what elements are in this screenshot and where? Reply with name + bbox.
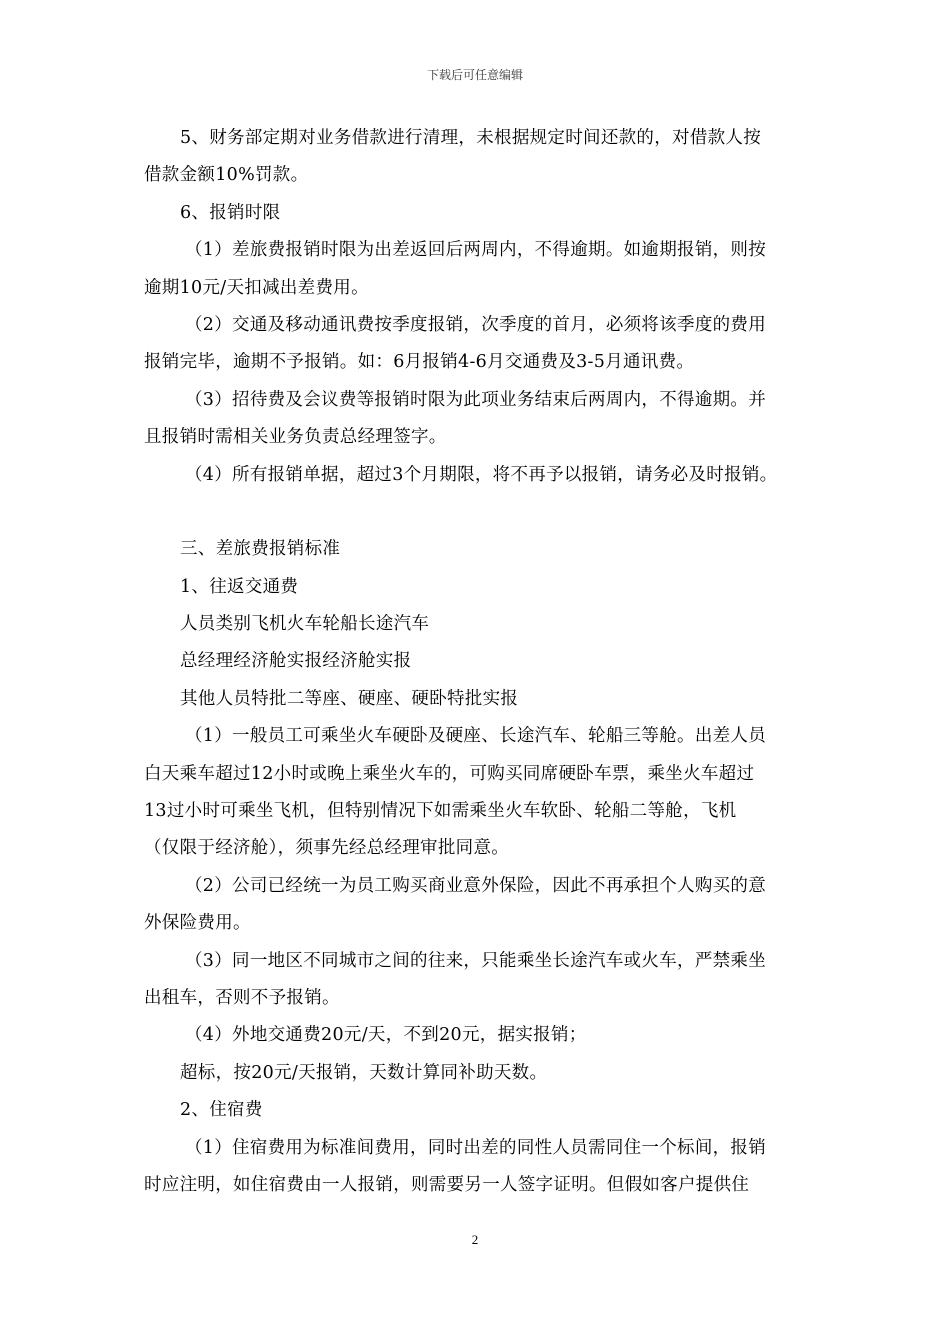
paragraph-line: 13过小时可乘坐飞机，但特别情况下如需乘坐火车软卧、轮船二等舱，飞机 <box>144 801 737 822</box>
paragraph-line: 5、财务部定期对业务借款进行清理，未根据规定时间还款的，对借款人按 <box>180 128 762 148</box>
paragraph-line: （2）交通及移动通讯费按季度报销，次季度的首月，必须将该季度的费用 <box>185 314 767 335</box>
paragraph-line: （仅限于经济舱），须事先经总经理审批同意。 <box>144 838 510 859</box>
paragraph-line: 外保险费用。 <box>144 913 251 934</box>
paragraph-line: 出租车，否则不予报销。 <box>144 987 340 1008</box>
chapter-heading: 三、差旅费报销标准 <box>180 539 341 560</box>
paragraph-line: （4）外地交通费20元/天，不到20元，据实报销； <box>185 1025 587 1046</box>
blank-line <box>144 498 824 535</box>
paragraph-line: （1）一般员工可乘坐火车硬卧及硬座、长途汽车、轮船三等舱。出差人员 <box>185 726 767 747</box>
page-header: 下载后可任意编辑 <box>426 68 523 82</box>
paragraph-line: 报销完毕，逾期不予报销。如：6月报销4-6月交通费及3-5月通讯费。 <box>144 352 695 373</box>
section-heading: 6、报销时限 <box>180 202 281 223</box>
paragraph-line: （1）住宿费用为标准间费用，同时出差的同性人员需同住一个标间，报销 <box>185 1137 767 1158</box>
page-number: 2 <box>471 1232 479 1247</box>
section-heading: 2、住宿费 <box>180 1100 263 1121</box>
paragraph-line: 时应注明，如住宿费由一人报销，则需要另一人签字证明。但假如客户提供住 <box>144 1174 750 1195</box>
paragraph-line: 借款金额10%罚款。 <box>144 165 309 186</box>
paragraph-line: 白天乘车超过12小时或晚上乘坐火车的，可购买同席硬卧车票，乘坐火车超过 <box>144 763 755 784</box>
paragraph-line: 且报销时需相关业务负责总经理签字。 <box>144 427 447 448</box>
paragraph-line: 逾期10元/天扣减出差费用。 <box>144 277 369 298</box>
paragraph-line: （4）所有报销单据，超过3个月期限，将不再予以报销，请务必及时报销。 <box>185 464 778 485</box>
document-body <box>144 124 824 1208</box>
paragraph-line: （3）招待费及会议费等报销时限为此项业务结束后两周内，不得逾期。并 <box>185 389 767 410</box>
paragraph-line: （1）差旅费报销时限为出差返回后两周内，不得逾期。如逾期报销，则按 <box>185 240 767 261</box>
paragraph-line: （3）同一地区不同城市之间的往来，只能乘坐长途汽车或火车，严禁乘坐 <box>185 950 767 971</box>
table-text-line: 其他人员特批二等座、硬座、硬卧特批实报 <box>180 688 519 709</box>
paragraph-line: 超标，按20元/天报销，天数计算同补助天数。 <box>180 1062 548 1083</box>
table-text-line: 总经理经济舱实报经济舱实报 <box>180 651 412 672</box>
table-text-line: 人员类别飞机火车轮船长途汽车 <box>180 614 430 635</box>
section-heading: 1、往返交通费 <box>180 576 299 597</box>
paragraph-line: （2）公司已经统一为员工购买商业意外保险，因此不再承担个人购买的意 <box>185 875 767 896</box>
